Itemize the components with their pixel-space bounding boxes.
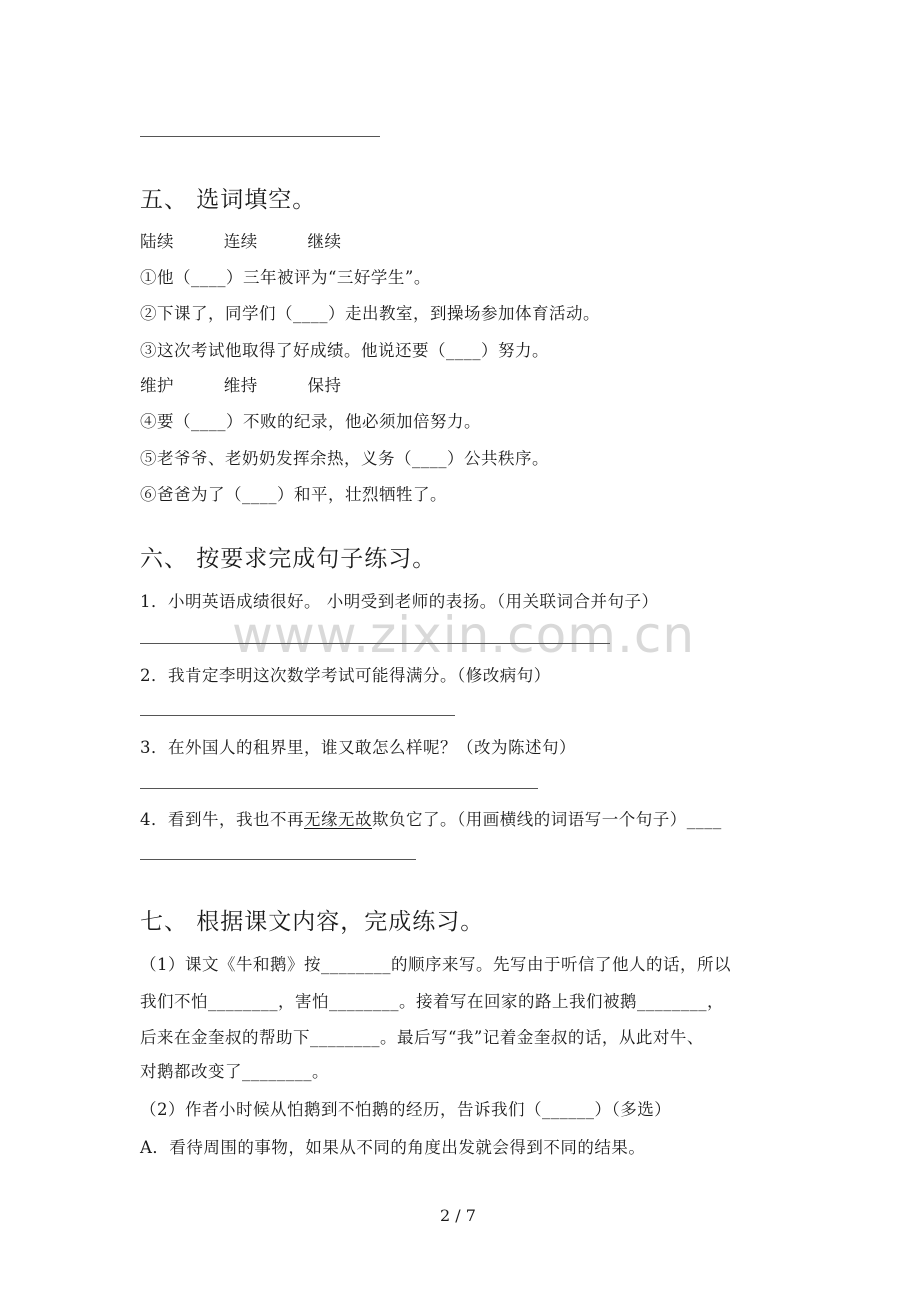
paragraph-line: 后来在金奎叔的帮助下________。最后写“我”记着金奎叔的话，从此对牛、 bbox=[140, 1028, 704, 1047]
question-5-1: ①他（____）三年被评为“三好学生”。 bbox=[140, 268, 431, 287]
paragraph-line: 对鹅都改变了________。 bbox=[140, 1062, 329, 1081]
word-option: 陆续 bbox=[140, 232, 174, 251]
section6-heading: 六、 按要求完成句子练习。 bbox=[140, 546, 437, 572]
section7-heading: 七、 根据课文内容，完成练习。 bbox=[140, 909, 485, 935]
paragraph-line: （1）课文《牛和鹅》按________的顺序来写。先写由于听信了他人的话，所以 bbox=[140, 955, 731, 974]
question-text: 欺负它了。（用画横线的词语写一个句子）____ bbox=[372, 810, 722, 829]
question-5-6: ⑥爸爸为了（____）和平，壮烈牺牲了。 bbox=[140, 485, 447, 504]
word-option: 保持 bbox=[307, 376, 342, 395]
page-number: 2 / 7 bbox=[440, 1206, 476, 1225]
question-5-4: ④要（____）不败的纪录，他必须加倍努力。 bbox=[140, 412, 481, 431]
question-6-4 bbox=[140, 806, 722, 830]
question-5-2: ②下课了，同学们（____）走出教室，到操场参加体育活动。 bbox=[140, 304, 600, 323]
word-option: 连续 bbox=[223, 232, 258, 251]
question-6-1: 1．小明英语成绩很好。 小明受到老师的表扬。（用关联词合并句子） bbox=[140, 592, 659, 611]
question-5-3: ③这次考试他取得了好成绩。他说还要（____）努力。 bbox=[140, 341, 549, 360]
word-option: 维持 bbox=[223, 376, 258, 395]
answer-line bbox=[140, 788, 538, 789]
word-option: 继续 bbox=[307, 232, 342, 251]
answer-line bbox=[140, 715, 455, 716]
option-a: A．看待周围的事物，如果从不同的角度出发就会得到不同的结果。 bbox=[140, 1138, 646, 1157]
question-6-3: 3．在外国人的租界里，谁又敢怎么样呢？（改为陈述句） bbox=[140, 738, 576, 757]
underlined-word: 无缘无故 bbox=[304, 810, 372, 829]
word-options-1 bbox=[140, 228, 386, 252]
paragraph-line: 我们不怕________，害怕________。接着写在回家的路上我们被鹅________， bbox=[140, 992, 724, 1011]
question-text: 4．看到牛，我也不再 bbox=[140, 810, 304, 829]
question-6-2: 2．我肯定李明这次数学考试可能得满分。（修改病句） bbox=[140, 666, 551, 685]
answer-line bbox=[140, 643, 610, 644]
section5-heading: 五、 选词填空。 bbox=[140, 187, 317, 213]
word-option: 维护 bbox=[140, 376, 174, 395]
watermark: www.zixin.com.cn bbox=[232, 606, 696, 664]
question-5-5: ⑤老爷爷、老奶奶发挥余热，义务（____）公共秩序。 bbox=[140, 449, 549, 468]
question-7-2: （2）作者小时候从怕鹅到不怕鹅的经历，告诉我们（______）（多选） bbox=[140, 1100, 672, 1119]
answer-line bbox=[140, 136, 380, 137]
answer-line bbox=[140, 859, 416, 860]
word-options-2 bbox=[140, 372, 386, 396]
